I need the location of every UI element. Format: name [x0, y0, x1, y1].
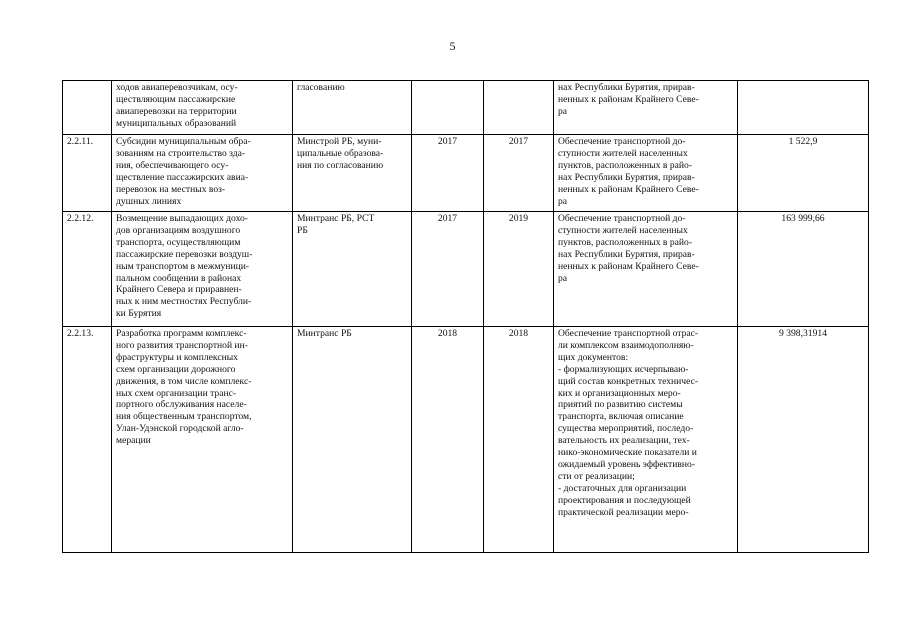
executor-cell: Минтранс РБ: [293, 327, 412, 553]
start-year-cell: 2017: [412, 212, 484, 327]
result-cell: нах Республики Бурятия, прирав- ненных к районам Крайнего Севе- ра: [554, 81, 738, 135]
executor-cell: гласованию: [293, 81, 412, 135]
table-row: [63, 135, 869, 212]
description-cell: Субсидии муниципальным обра- зованиям на строительство зда- ния, обеспечивающего осу- ществление пассажирских авиа- перевозок на местных воз- душных линиях: [112, 135, 293, 212]
row-number-cell: 2.2.11.: [63, 135, 112, 212]
table-row: [63, 212, 869, 327]
description-cell: Возмещение выпадающих дохо- дов организациям воздушного транспорта, осуществляющим пассажирские перевозки воздуш- ным транспортом в межмуници- пальном сообщении в районах Крайнего Севера и приравнен- ных к ним местностях Республи- ки Бурятия: [112, 212, 293, 327]
executor-cell: Минстрой РБ, муни- ципальные образова- ния по согласованию: [293, 135, 412, 212]
result-cell: Обеспечение транспортной до- ступности жителей населенных пунктов, расположенных в райо- нах Республики Бурятия, прирав- ненных к районам Крайнего Севе- ра: [554, 135, 738, 212]
end-year-cell: 2018: [484, 327, 554, 553]
start-year-cell: 2018: [412, 327, 484, 553]
description-cell: ходов авиаперевозчикам, осу- ществляющим пассажирские авиаперевозки на территории муниципальных образований: [112, 81, 293, 135]
amount-cell: [738, 81, 869, 135]
end-year-cell: 2019: [484, 212, 554, 327]
start-year-cell: 2017: [412, 135, 484, 212]
row-number-cell: 2.2.13.: [63, 327, 112, 553]
table-row: [63, 327, 869, 553]
result-cell: Обеспечение транспортной до- ступности жителей населенных пунктов, расположенных в райо- нах Республики Бурятия, прирав- ненных к районам Крайнего Севе- ра: [554, 212, 738, 327]
amount-cell: 163 999,66: [738, 212, 869, 327]
amount-cell: 1 522,9: [738, 135, 869, 212]
row-number-cell: 2.2.12.: [63, 212, 112, 327]
row-number-cell: [63, 81, 112, 135]
description-cell: Разработка программ комплекс- ного развития транспортной ин- фраструктуры и комплексных схем организации дорожного движения, в том числе комплекс- ных схем организации транс- портного обслуживания населе- ния общественным транспортом, Улан-Удэнской городской агло- мерации: [112, 327, 293, 553]
executor-cell: Минтранс РБ, РСТ РБ: [293, 212, 412, 327]
amount-cell: 9 398,31914: [738, 327, 869, 553]
result-cell: Обеспечение транспортной отрас- ли комплексом взаимодополняю- щих документов: - формализующих исчерпываю- щий состав конкретных техничес- ких и организационных меро- приятий по развитию системы транспорта, включая описание существа мероприятий, последо- вательность их реализации, тех- нико-экономические показатели и ожидаемый уровень эффективно- сти от реализации; - достаточных для организации проектирования и последующей практической реализации меро-: [554, 327, 738, 553]
start-year-cell: [412, 81, 484, 135]
table-row: [63, 81, 869, 135]
page-number: 5: [449, 39, 456, 53]
end-year-cell: [484, 81, 554, 135]
end-year-cell: 2017: [484, 135, 554, 212]
program-measures-table: [62, 80, 869, 553]
